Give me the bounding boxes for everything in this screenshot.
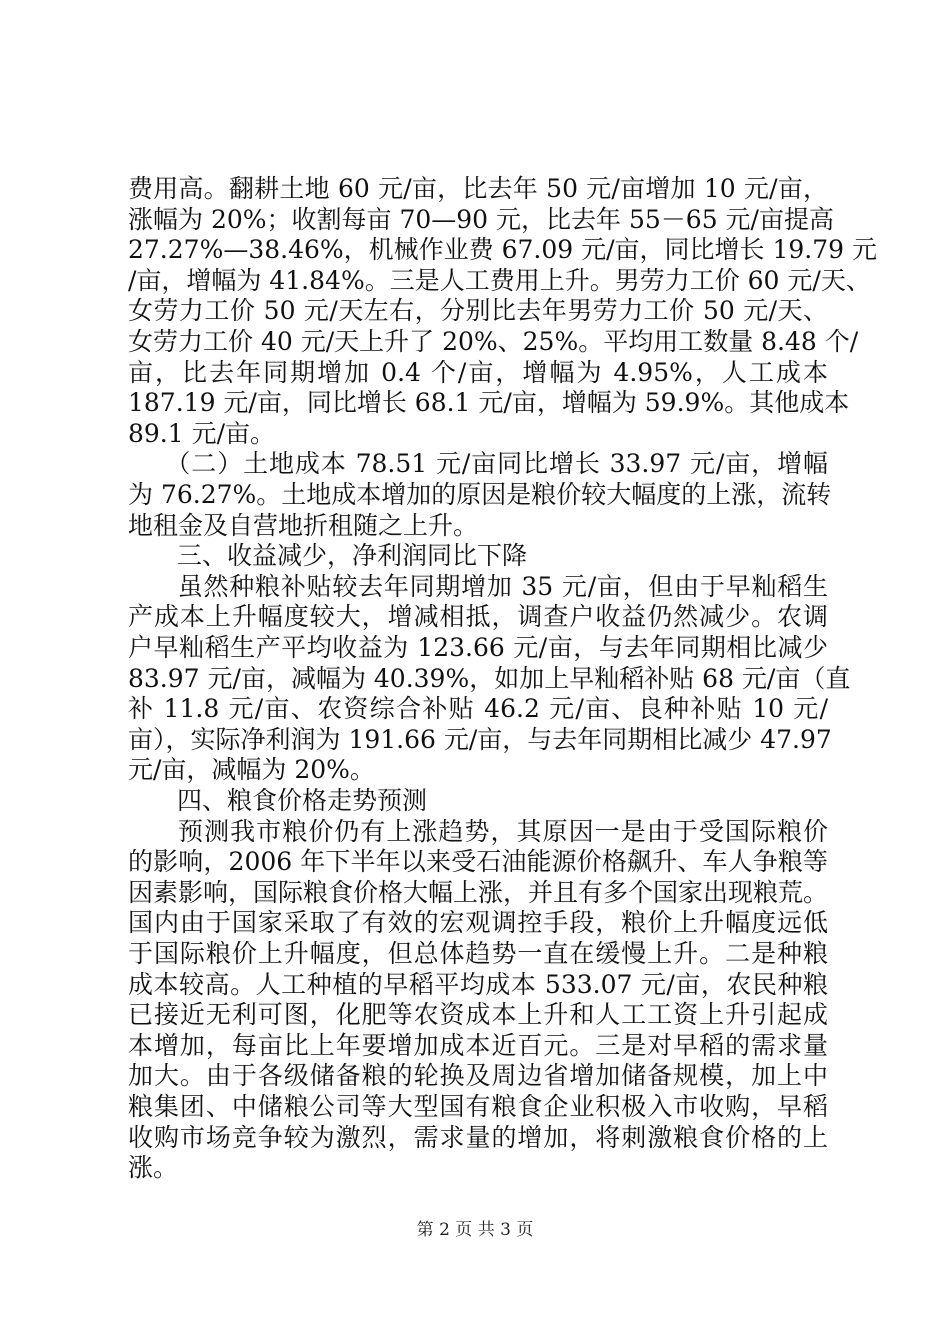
body-line: 产成本上升幅度较大，增减相抵，调查户收益仍然减少。农调 bbox=[128, 602, 828, 632]
body-line: 因素影响，国际粮食价格大幅上涨，并且有多个国家出现粮荒。 bbox=[128, 877, 829, 907]
body-line: 加大。由于各级储备粮的轮换及周边省增加储备规模，加上中 bbox=[128, 1061, 828, 1091]
body-line: 的影响，2006 年下半年以来受石油能源价格飙升、车人争粮等 bbox=[128, 847, 828, 877]
body-line: 女劳力工价 40 元/天上升了 20%、25%。平均用工数量 8.48 个/ bbox=[128, 327, 859, 356]
body-line: 为 76.27%。土地成本增加的原因是粮价较大幅度的上涨，流转 bbox=[128, 480, 832, 509]
body-line: 粮集团、中储粮公司等大型国有粮食企业积极入市收购，早稻 bbox=[128, 1092, 828, 1121]
body-line: 187.19 元/亩，同比增长 68.1 元/亩，增幅为 59.9%。其他成本 bbox=[128, 388, 850, 418]
body-line: 于国际粮价上升幅度，但总体趋势一直在缓慢上升。二是种粮 bbox=[128, 939, 828, 968]
body-line: 亩，比去年同期增加 0.4 个/亩，增幅为 4.95%，人工成本 bbox=[128, 357, 828, 387]
body-line: 国内由于国家采取了有效的宏观调控手段，粮价上升幅度远低 bbox=[128, 908, 828, 938]
body-line: 亩），实际净利润为 191.66 元/亩，与去年同期相比减少 47.97 bbox=[128, 724, 832, 754]
body-line: 元/亩，减幅为 20%。 bbox=[128, 755, 375, 785]
body-line: 涨幅为 20%；收割每亩 70—90 元，比去年 55－65 元/亩提高 bbox=[128, 204, 834, 234]
body-line: 本增加，每亩比上年要增加成本近百元。三是对早稻的需求量 bbox=[128, 1030, 828, 1060]
body-line: /亩，增幅为 41.84%。三是人工费用上升。男劳力工价 60 元/天、 bbox=[128, 265, 871, 295]
section-heading: 三、收益减少，净利润同比下降 bbox=[152, 541, 528, 571]
section-heading: 四、粮食价格走势预测 bbox=[152, 786, 428, 815]
page-footer: 第 2 页 共 3 页 bbox=[416, 1220, 534, 1240]
body-line: 成本较高。人工种植的早稻平均成本 533.07 元/亩，农民种粮 bbox=[128, 969, 828, 999]
body-line: 已接近无利可图，化肥等农资成本上升和人工工资上升引起成 bbox=[128, 1000, 828, 1030]
body-line: 地租金及自营地折租随之上升。 bbox=[128, 510, 479, 540]
body-line: 费用高。翻耕土地 60 元/亩，比去年 50 元/亩增加 10 元/亩， bbox=[128, 174, 828, 203]
body-line: 27.27%—38.46%，机械作业费 67.09 元/亩，同比增长 19.79 元 bbox=[128, 235, 878, 265]
body-line: 涨。 bbox=[128, 1153, 179, 1183]
body-line: 户早籼稻生产平均收益为 123.66 元/亩，与去年同期相比减少 bbox=[128, 633, 828, 662]
body-line: 补 11.8 元/亩、农资综合补贴 46.2 元/亩、良种补贴 10 元/ bbox=[128, 694, 828, 724]
body-line: 83.97 元/亩，减幅为 40.39%，如加上早籼稻补贴 68 元/亩（直 bbox=[128, 663, 851, 693]
body-line: 预测我市粮价仍有上涨趋势，其原因一是由于受国际粮价 bbox=[152, 816, 828, 846]
body-line: 女劳力工价 50 元/天左右，分别比去年男劳力工价 50 元/天、 bbox=[128, 296, 828, 326]
body-line: 89.1 元/亩。 bbox=[128, 418, 276, 448]
body-line: 收购市场竞争较为激烈，需求量的增加，将刺激粮食价格的上 bbox=[128, 1122, 828, 1152]
body-line: 虽然种粮补贴较去年同期增加 35 元/亩，但由于早籼稻生 bbox=[152, 571, 828, 601]
body-line: （二）土地成本 78.51 元/亩同比增长 33.97 元/亩，增幅 bbox=[152, 449, 828, 479]
